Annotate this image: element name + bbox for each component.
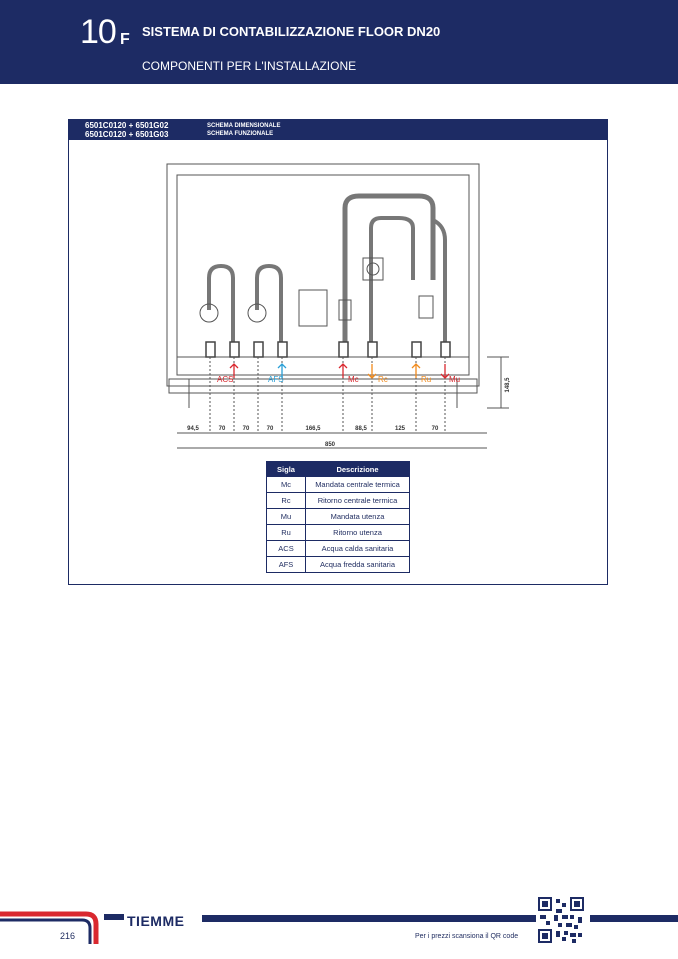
actuator-box xyxy=(299,290,327,326)
dim-70-c: 70 xyxy=(266,426,274,432)
qr-instruction: Per i prezzi scansiona il QR code xyxy=(415,933,519,940)
legend-header-sigla: Sigla xyxy=(267,462,306,477)
dim-88-5: 88,5 xyxy=(355,426,367,432)
legend-sigla: Rc xyxy=(267,493,306,509)
dim-125: 125 xyxy=(394,426,406,432)
legend-header-row xyxy=(267,462,410,477)
legend-header-descrizione: Descrizione xyxy=(306,462,410,477)
dim-70-a: 70 xyxy=(218,426,226,432)
dim-70-d: 70 xyxy=(431,426,439,432)
label-mu: Mu xyxy=(449,375,461,384)
legend-table xyxy=(266,461,410,573)
label-afs: AFS xyxy=(268,375,284,384)
dim-166-5: 166,5 xyxy=(305,426,321,432)
brand-logo: TIEMME xyxy=(127,913,185,929)
table-row xyxy=(267,541,410,557)
legend-descrizione: Ritorno centrale termica xyxy=(306,493,410,509)
dim-70-b: 70 xyxy=(242,426,250,432)
label-mc: Mc xyxy=(348,375,359,384)
legend-sigla: AFS xyxy=(267,557,306,573)
dim-94-5: 94,5 xyxy=(187,426,199,432)
table-row xyxy=(267,477,410,493)
page-subtitle: COMPONENTI PER L'INSTALLAZIONE xyxy=(142,59,357,73)
legend-descrizione: Acqua fredda sanitaria xyxy=(306,557,410,573)
qr-code-icon[interactable] xyxy=(536,895,586,945)
table-row xyxy=(267,509,410,525)
table-row xyxy=(267,557,410,573)
section-letter: F xyxy=(120,31,130,48)
label-ru: Ru xyxy=(421,375,432,384)
legend-descrizione: Mandata utenza xyxy=(306,509,410,525)
label-rc: Rc xyxy=(378,375,388,384)
dim-total-850: 850 xyxy=(324,442,336,448)
page-title: SISTEMA DI CONTABILIZZAZIONE FLOOR DN20 xyxy=(142,24,441,39)
table-row xyxy=(267,493,410,509)
legend-descrizione: Mandata centrale termica xyxy=(306,477,410,493)
legend-sigla: Ru xyxy=(267,525,306,541)
product-code-1: 6501C0120 + 6501G02 xyxy=(85,121,169,130)
product-code-2: 6501C0120 + 6501G03 xyxy=(85,130,169,139)
caption-dimensional: SCHEMA DIMENSIONALE xyxy=(207,123,281,129)
section-number: 10 xyxy=(80,13,116,51)
page-header xyxy=(0,0,678,84)
cabinet-inner xyxy=(177,175,469,375)
caption-functional: SCHEMA FUNZIONALE xyxy=(207,131,274,137)
legend-sigla: Mc xyxy=(267,477,306,493)
legend-sigla: ACS xyxy=(267,541,306,557)
page-number: 216 xyxy=(60,931,76,941)
legend-descrizione: Acqua calda sanitaria xyxy=(306,541,410,557)
legend-descrizione: Ritorno utenza xyxy=(306,525,410,541)
dim-height-148-5: 148,5 xyxy=(505,377,511,393)
legend-sigla: Mu xyxy=(267,509,306,525)
label-acs: ACS xyxy=(217,375,234,384)
table-row xyxy=(267,525,410,541)
